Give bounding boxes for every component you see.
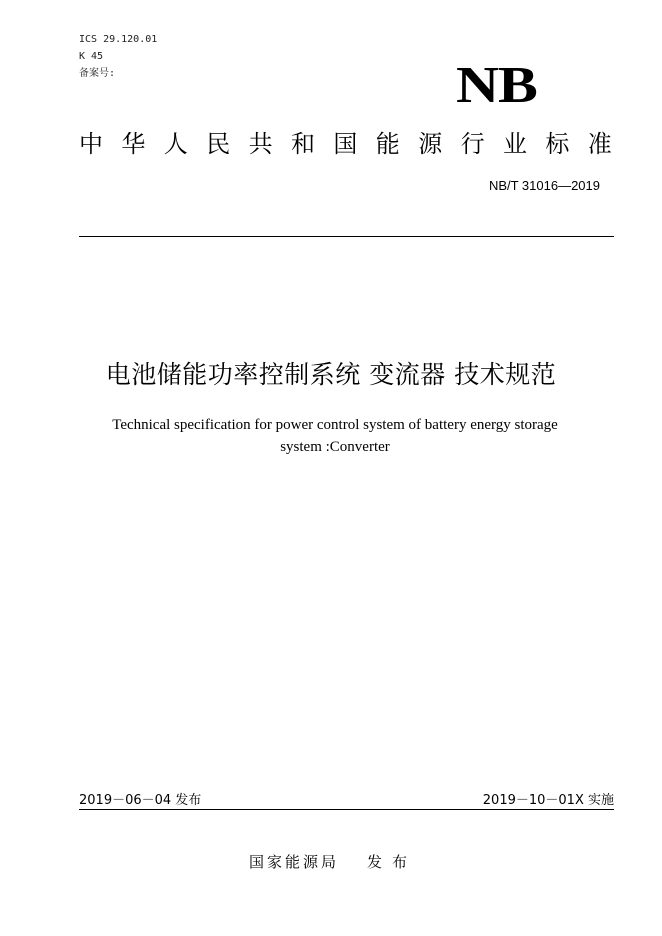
- issue-label: 发布: [367, 853, 418, 871]
- record-number-label: 备案号:: [79, 68, 116, 79]
- issuer-name: 国家能源局: [248, 853, 339, 871]
- bottom-divider: [79, 809, 614, 810]
- standard-number: NB/T 31016—2019: [488, 178, 600, 193]
- top-divider: [79, 236, 614, 237]
- nb-logo: NB: [456, 57, 537, 114]
- chinese-title: 电池储能功率控制系统 变流器 技术规范: [105, 360, 557, 389]
- issuer-line: [0, 852, 662, 872]
- english-title-line-2: system :Converter: [280, 439, 390, 455]
- ics-code: ICS 29.120.01: [79, 34, 158, 45]
- english-title-line-1: Technical specification for power control system of battery energy storage: [112, 417, 558, 433]
- classification-code: K 45: [79, 51, 104, 62]
- standard-type-heading: 中华人民共和国能源行业标准: [79, 130, 631, 158]
- english-title: [90, 414, 580, 458]
- implementation-date: 2019－10－01X 实施: [482, 793, 614, 808]
- publish-date: 2019－06－04 发布: [79, 793, 202, 808]
